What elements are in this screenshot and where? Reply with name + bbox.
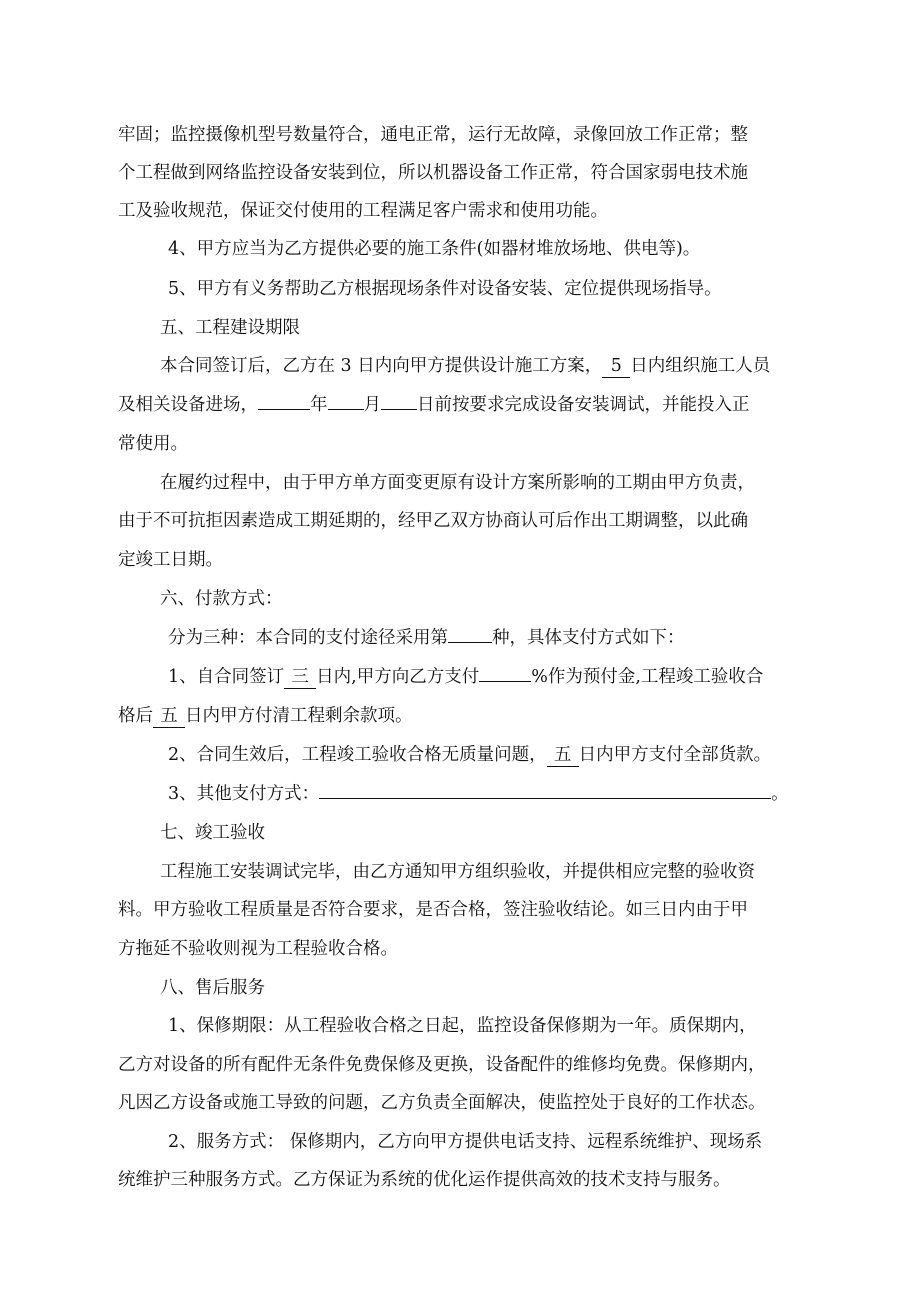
body-line [168, 625, 685, 651]
blank-month [328, 409, 364, 410]
text-segment: 。 [771, 784, 789, 804]
section-5-heading: 五、工程建设期限 [160, 318, 300, 338]
body-line: 方拖延不验收则视为工程验收合格。 [118, 939, 398, 959]
body-line: 由于不可抗拒因素造成工期延期的，经甲乙双方协商认可后作出工期调整，以此确 [118, 511, 748, 531]
blank-day [381, 409, 417, 410]
body-line: 统维护三种服务方式。乙方保证为系统的优化运作提供高效的技术支持与服务。 [118, 1170, 731, 1190]
blank-days: 五 [153, 705, 185, 728]
clause-4: 4、甲方应当为乙方提供必要的施工条件(如器材堆放场地、供电等)。 [168, 239, 701, 259]
service-clause-1: 1、保修期限：从工程验收合格之日起，监控设备保修期为一年。质保期内， [168, 1016, 757, 1036]
body-line [160, 353, 770, 379]
text-segment: 本合同签订后，乙方在 3 日内向甲方提供设计施工方案， [160, 356, 603, 376]
text-segment: 分为三种：本合同的支付途径采用第 [168, 628, 448, 648]
section-8-heading: 八、售后服务 [160, 978, 265, 998]
payment-clause-3 [168, 781, 789, 807]
body-line: 凡因乙方设备或施工导致的问题，乙方负责全面解决，使监控处于良好的工作状态。 [118, 1093, 766, 1113]
clause-5: 5、甲方有义务帮助乙方根据现场条件对设备安装、定位提供现场指导。 [168, 279, 722, 299]
section-7-heading: 七、竣工验收 [160, 823, 265, 843]
text-segment: 月 [363, 395, 381, 415]
text-segment: 年 [310, 395, 328, 415]
text-segment: %作为预付金,工程竣工验收合 [531, 667, 764, 687]
text-segment: 日前按要求完成设备安装调试，并能投入正 [417, 395, 750, 415]
body-line: 工程施工安装调试完毕，由乙方通知甲方组织验收，并提供相应完整的验收资 [160, 862, 755, 882]
payment-clause-2 [168, 742, 771, 768]
body-line: 定竣工日期。 [118, 550, 223, 570]
text-segment: 日内组织施工人员 [630, 356, 771, 376]
body-line [118, 703, 413, 729]
blank-year [258, 409, 310, 410]
body-line: 料。甲方验收工程质量是否符合要求，是否合格，签注验收结论。如三日内由于甲 [118, 900, 748, 920]
blank-other-method [319, 798, 771, 799]
text-segment: 2、合同生效后，工程竣工验收合格无质量问题， [168, 745, 547, 765]
service-clause-2: 2、服务方式： 保修期内，乙方向甲方提供电话支持、远程系统维护、现场系 [168, 1132, 763, 1152]
body-line: 工及验收规范，保证交付使用的工程满足客户需求和使用功能。 [118, 201, 608, 221]
blank-method [448, 642, 492, 643]
body-line: 常使用。 [118, 434, 188, 454]
payment-clause-1 [168, 664, 763, 690]
blank-days: 5 [602, 355, 630, 378]
text-segment: 格后 [118, 706, 153, 726]
text-segment: 及相关设备进场， [118, 395, 258, 415]
blank-percent [479, 681, 531, 682]
body-line [118, 392, 750, 418]
text-segment: 日内甲方付清工程剩余款项。 [185, 706, 413, 726]
text-segment: 3、其他支付方式： [168, 784, 320, 804]
body-line: 乙方对设备的所有配件无条件免费保修及更换，设备配件的维修均免费。保修期内， [118, 1055, 766, 1075]
text-segment: 种，具体支付方式如下： [492, 628, 685, 648]
body-line: 在履约过程中，由于甲方单方面变更原有设计方案所影响的工期由甲方负责， [160, 473, 755, 493]
text-segment: 日内,甲方向乙方支付 [316, 667, 480, 687]
blank-days: 五 [547, 744, 579, 767]
blank-days: 三 [284, 666, 316, 689]
text-segment: 1、自合同签订 [168, 667, 285, 687]
body-line: 牢固；监控摄像机型号数量符合，通电正常，运行无故障，录像回放工作正常；整 [118, 125, 748, 145]
body-line: 个工程做到网络监控设备安装到位，所以机器设备工作正常，符合国家弱电技术施 [118, 163, 748, 183]
section-6-heading: 六、付款方式： [160, 589, 283, 609]
text-segment: 日内甲方支付全部货款。 [578, 745, 772, 765]
